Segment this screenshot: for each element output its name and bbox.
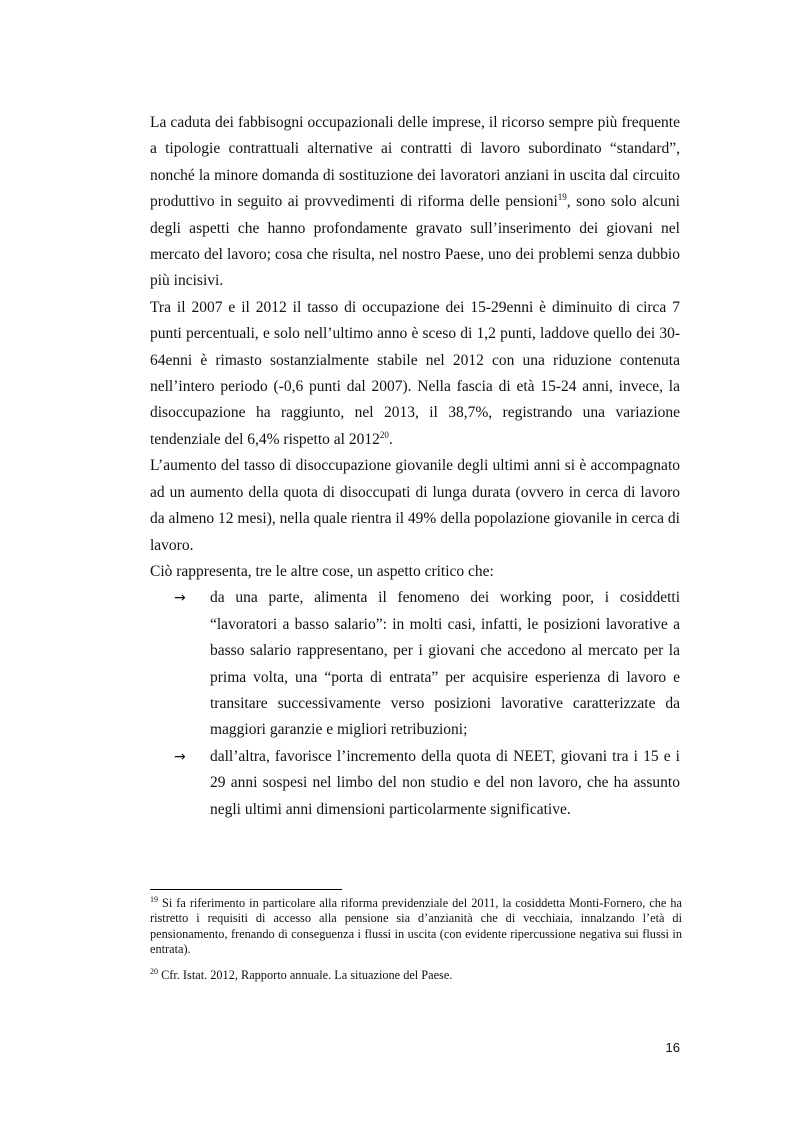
- footnote-20-text: Cfr. Istat. 2012, Rapporto annuale. La situazione del Paese.: [158, 967, 453, 982]
- footnote-19-text: Si fa riferimento in particolare alla riforma previdenziale del 2011, la cosiddetta Monti-Fornero, che ha ristretto i requisiti di accesso alla pensione sia d’anzianità che di vecchiaia, innalzando l’età di pensionamento, frenando di conseguenza i flussi in uscita (con evidente ripercussione negativa sui flussi in entrata).: [150, 896, 682, 957]
- footnotes: [150, 896, 682, 993]
- footnote-19: [150, 896, 682, 958]
- paragraph-3: L’aumento del tasso di disoccupazione giovanile degli ultimi anni si è accompagnato ad un aumento della quota di disoccupati di lunga durata (ovvero in cerca di lavoro da almeno 12 mesi), nella quale rientra il 49% della popolazione giovanile in cerca di lavoro.: [150, 457, 680, 554]
- paragraph-1-text-a: La caduta dei fabbisogni occupazionali delle imprese, il ricorso sempre più frequente a tipologie contrattuali alternative ai contratti di lavoro subordinato “standard”, nonché la minore domanda di sostituzione dei lavoratori anziani in uscita dal circuito produttivo in seguito ai provvedimenti di riforma delle pensioni: [150, 114, 680, 211]
- bullet-1-text: da una parte, alimenta il fenomeno dei working poor, i cosiddetti “lavoratori a basso salario”: in molti casi, infatti, le posizioni lavorative a basso salario rappresentano, per i giovani che accedono al mercato per la prima volta, una “porta di entrata” per acquisire esperienza di lavoro e transitare successivamente verso posizioni lavorative caratterizzate da maggiori garanzie e migliori retribuzioni;: [210, 589, 680, 739]
- paragraph-2-text-a: Tra il 2007 e il 2012 il tasso di occupazione dei 15-29enni è diminuito di circa 7 punti percentuali, e solo nell’ultimo anno è sceso di 1,2 punti, laddove quello dei 30-64enni è rimasto sostanzialmente stabile nel 2012 con una riduzione contenuta nell’intero periodo (-0,6 punti dal 2007). Nella fascia di età 15-24 anni, invece, la disoccupazione ha raggiunto, nel 2013, il 38,7%, registrando una variazione tendenziale del 6,4% rispetto al 2012: [150, 298, 680, 448]
- paragraph-4: Ciò rappresenta, tre le altre cose, un aspetto critico che:: [150, 562, 494, 580]
- list-item: [174, 585, 680, 743]
- page-number: 16: [665, 1040, 680, 1055]
- bullet-list: [150, 585, 680, 823]
- paragraph-2-text-b: .: [388, 430, 393, 448]
- paragraph-2: [150, 295, 680, 453]
- footnote-ref-20: 20: [379, 429, 389, 440]
- paragraph-1: [150, 110, 680, 295]
- footnote-number: 19: [150, 895, 158, 904]
- paragraph-1-text-b: , sono solo alcuni degli aspetti che hanno profondamente gravato sull’inserimento dei giovani nel mercato del lavoro; cosa che risulta, nel nostro Paese, uno dei problemi senza dubbio più incisivi.: [150, 193, 680, 290]
- footnote-divider: [150, 889, 342, 890]
- arrow-right-icon: →: [174, 748, 186, 765]
- bullet-2-text: dall’altra, favorisce l’incremento della quota di NEET, giovani tra i 15 e i 29 anni sospesi nel limbo del non studio e del non lavoro, che ha assunto negli ultimi anni dimensioni particolarmente significative.: [210, 747, 680, 818]
- footnote-20: [150, 968, 682, 983]
- arrow-right-icon: →: [174, 590, 186, 607]
- footnote-ref-19: 19: [557, 192, 567, 203]
- footnote-number: 20: [150, 966, 158, 976]
- list-item: [174, 744, 680, 823]
- body-text: [150, 110, 680, 823]
